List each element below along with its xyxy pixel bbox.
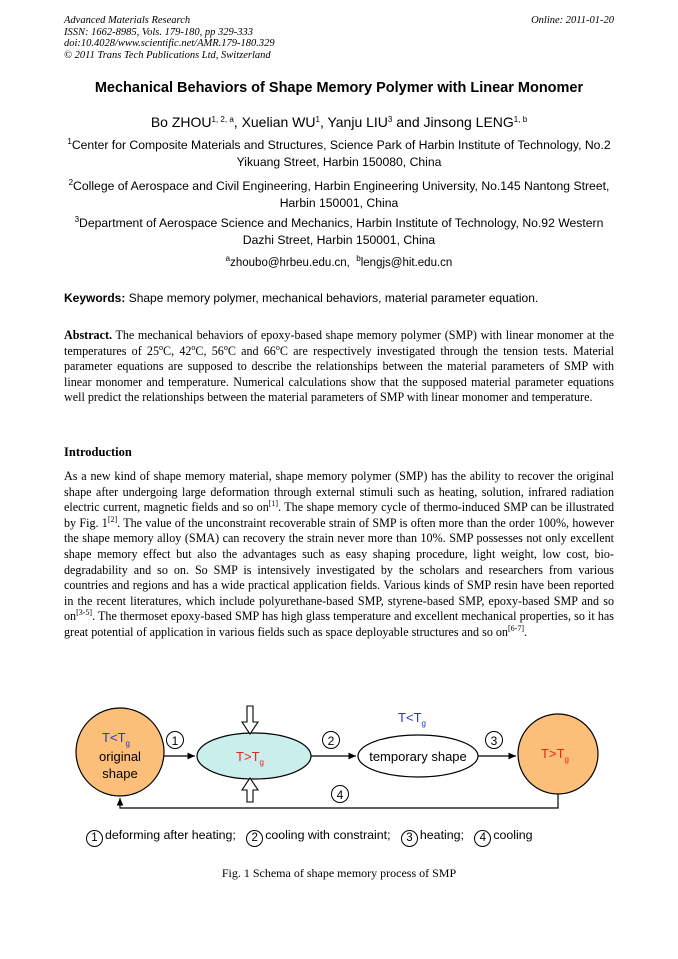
journal-name: Advanced Materials Research <box>64 15 191 26</box>
intro-text: As a new kind of shape memory material, shape memory polymer (SMP) has the ability to recover the original shape after undergoing large deformation through external stimuli such as heating, solution, infrared radiation electric current, magnetic fields and so on <box>64 469 614 515</box>
affil-text: Department of Aerospace Science and Mechanics, Harbin Institute of Technology, No.92 Western Dazhi Street, Harbin 150001, China <box>79 216 604 247</box>
citation[interactable]: [2] <box>107 514 118 524</box>
doi-line: doi:10.4028/www.scientific.net/AMR.179-180.329 <box>64 38 275 49</box>
legend-text: cooling <box>493 828 533 842</box>
intro-text: . <box>523 624 528 639</box>
author-affil: 1 <box>315 115 320 124</box>
keywords-text: Shape memory polymer, mechanical behaviors, material parameter equation. <box>128 291 539 305</box>
abstract-text: C are respectively investigated through the tension tests. Material parameter equations are supposed to describe the relationships between the material parameters of SMP with linear monomer and temperature. Numerical calculations show that the supposed material parameter equations well predict the relationships between the material parameters of SMP with linear monomer and temperature. <box>64 343 614 405</box>
legend-text: deforming after heating; <box>105 828 236 842</box>
citation[interactable]: [6-7] <box>507 623 524 633</box>
affil-number: 2 <box>68 178 74 187</box>
online-date: Online: 2011-01-20 <box>531 15 614 26</box>
degree-mark: o <box>159 342 164 352</box>
affil-text: College of Aerospace and Civil Engineering, Harbin Engineering University, No.145 Nantong Street, Harbin 150001, China <box>73 179 610 210</box>
degree-mark: o <box>275 342 280 352</box>
degree-mark: o <box>223 342 228 352</box>
email-mark: b <box>356 254 361 263</box>
intro-text: . The shape memory cycle of thermo-induced SMP can be illustrated by Fig. 1 <box>64 500 614 530</box>
legend-number: 1 <box>86 830 103 847</box>
author-name: Yanju LIU <box>327 114 388 130</box>
step-2-number: 2 <box>327 734 335 748</box>
abstract-text: C, 56 <box>195 343 224 358</box>
author-sep: and <box>392 114 424 130</box>
legend-number: 2 <box>246 830 263 847</box>
paper-title: Mechanical Behaviors of Shape Memory Polymer with Linear Monomer <box>94 80 584 96</box>
abstract <box>64 328 614 406</box>
original-condition-label: $T<T_g$ <box>102 730 130 748</box>
keywords-label: Keywords: <box>64 291 126 305</box>
heated-node-label: $T>T_g$ <box>236 749 264 767</box>
section-heading-introduction: Introduction <box>64 445 132 459</box>
author-name: Bo ZHOU <box>150 114 212 130</box>
legend-text: heating; <box>419 828 464 842</box>
degree-mark: o <box>191 342 196 352</box>
original-shape-label-2: shape <box>102 766 138 781</box>
author-emails: $^a$zhoubo@hrbeu.edu.cn, $^b$lengjs@hit.edu.cn <box>225 254 453 269</box>
author-affil: 1, b <box>513 115 528 124</box>
original-shape-label-1: original <box>99 749 141 764</box>
affiliation-2 <box>64 178 614 212</box>
figure-caption: Fig. 1 Schema of shape memory process of SMP <box>221 866 457 880</box>
author-sep: , <box>319 114 328 130</box>
legend-number: 3 <box>401 830 418 847</box>
affil-text: Center for Composite Materials and Structures, Science Park of Harbin Institute of Technology, No.2 Yikuang Street, Harbin 150080, China <box>71 138 611 169</box>
temporary-shape-label: temporary shape <box>369 749 467 764</box>
introduction-body <box>64 469 614 641</box>
author-affil: 3 <box>387 115 393 124</box>
figure-legend <box>86 828 533 847</box>
running-header <box>64 15 275 61</box>
recovery-node-label: $T>T_g$ <box>541 746 569 764</box>
citation[interactable]: [1] <box>268 499 279 509</box>
abstract-text: C, 42 <box>163 343 192 358</box>
keywords <box>64 291 614 305</box>
step-1-number: 1 <box>171 734 179 748</box>
temporary-condition-label: $T<T_g$ <box>398 710 426 728</box>
copyright-line: © 2011 Trans Tech Publications Ltd, Switzerland <box>64 49 271 61</box>
email-address[interactable]: zhoubo@hrbeu.edu.cn <box>230 257 347 269</box>
issn-line: ISSN: 1662-8985, Vols. 179-180, pp 329-333 <box>64 26 253 38</box>
email-mark: a <box>225 254 231 263</box>
legend-text: cooling with constraint; <box>265 828 391 842</box>
author-name: Xuelian WU <box>241 114 316 130</box>
author-affil: 1, 2, a <box>211 115 234 124</box>
affiliation-1 <box>64 137 614 171</box>
abstract-text: The mechanical behaviors of epoxy-based shape memory polymer (SMP) with linear monomer at the temperatures of 25 <box>64 328 614 358</box>
affiliation-3 <box>64 215 614 249</box>
intro-text: . The thermoset epoxy-based SMP has high glass temperature and excellent mechanical properties, so it has great potential of application in various fields such as space deployable structures and so on <box>64 609 614 639</box>
force-arrow-down-icon <box>242 706 258 734</box>
intro-text: . The value of the unconstraint recoverable strain of SMP is often more than the order 100%, however the shape memory alloy (SMA) can recovery the strain never more than 10%. SMP possesses not only excellent shape memory effect but also the advantages such as easy shaping procedure, light weight, low cost, bio-degradability and so on. So SMP is intensively investigated by the scholars and researchers from various countries and regions and has a wide practical application fields. Various kinds of SMP resin have been reported in the recent literatures, which include polyurethane-based SMP, styrene-based SMP, epoxy-based SMP and so on <box>64 515 614 624</box>
step-4-number: 4 <box>336 788 344 802</box>
citation[interactable]: [3-5] <box>76 608 93 618</box>
force-arrow-up-icon <box>242 778 258 802</box>
author-sep: , <box>233 114 242 130</box>
abstract-label: Abstract. <box>64 328 113 342</box>
email-address[interactable]: lengjs@hit.edu.cn <box>360 257 453 269</box>
step-3-number: 3 <box>490 734 498 748</box>
legend-number: 4 <box>474 830 491 847</box>
author-list <box>0 114 678 130</box>
shape-memory-diagram <box>0 690 678 825</box>
affil-number: 1 <box>67 137 72 146</box>
abstract-text: C and 66 <box>227 343 276 358</box>
affil-number: 3 <box>74 215 80 224</box>
author-name: Jinsong LENG <box>423 114 514 130</box>
